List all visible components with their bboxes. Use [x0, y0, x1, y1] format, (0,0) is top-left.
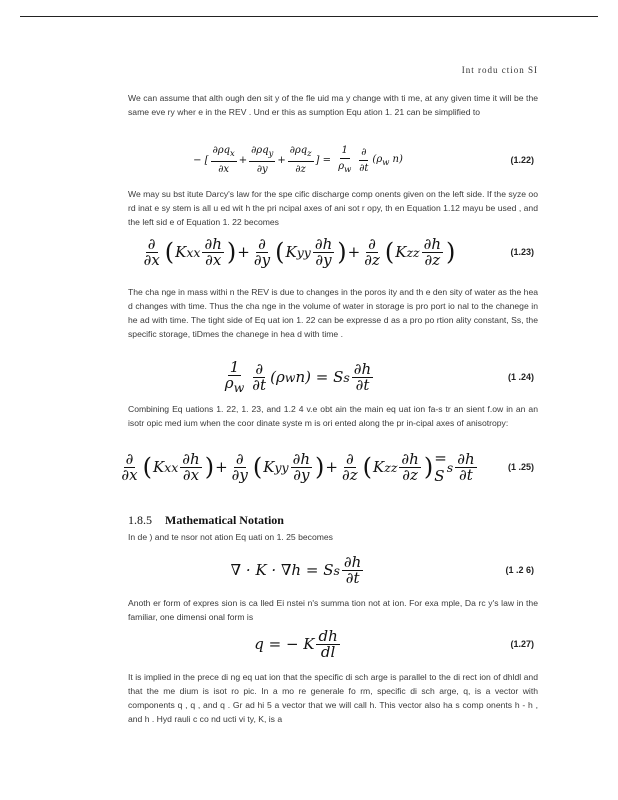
paragraph-2: We may su bst itute Darcy's law for the spe cific discharge comp onents given on the left side. If the syze oo rd inat e sy stem is all u ed wit h the pri ncipal axes of ani sot r opy, th en Equation 1.12 mayu be used , and the left sid e of Equation 1. 22 becomes	[128, 189, 538, 227]
equation-1-25	[121, 447, 538, 487]
running-header: Int rodu ction SI	[461, 65, 538, 75]
top-rule	[20, 16, 598, 17]
paragraph-7: It is implied in the prece di ng eq uat ion that the specific di sch arge is parallel to the di rect ion of dhldl and that the me dium is isot ro pic. In a mo re generale fo rm, specific di sch arge, q, is a vector with components q , q , and q . Gr ad hi 5 a vector that we will call h. This vector also ha s comp onents h - h , and h . Hyd rauli c co nd ucti vi ty, K, is a	[128, 672, 538, 724]
equation-1-26-body: ∇ · K · ∇h = S s $\frac{\partial h}{\partial t}$	[230, 552, 362, 587]
equation-1-24-label: (1 .24)	[507, 372, 534, 382]
paragraph-4: Combining Eq uations 1. 22, 1. 23, and 1.2 4 v.e obt ain the main eq uat ion fa-s tr an sient f.ow in an an isotr opic med ium when the coor dinate syste m is ori ented along the pr in-cipal axes of anisotropy:	[128, 404, 538, 428]
equation-1-26	[128, 550, 538, 590]
section-title: Mathematical Notation	[165, 513, 284, 527]
paragraph-1: We can assume that alth ough den sit y of the fle uid ma y change with ti me, at any given time it will be the same eve ry wher e in the REV . Und er this as sumption Equ ation 1. 21 can be simplified to	[128, 93, 538, 117]
equation-1-27-label: (1.27)	[510, 639, 534, 649]
section-heading	[128, 513, 284, 528]
equation-1-24-body: $\frac{1}{\rho_w}$ $\frac{\partial}{\partial t}$ (ρ w n) = S s $\frac{\partial h}{\partial t}$	[224, 357, 372, 395]
paragraph-5: In de ) and te nsor not ation Eq uati on 1. 25 becomes	[128, 532, 333, 542]
equation-1-27-body: q = − K $\frac{dh}{dl}$	[254, 626, 338, 661]
equation-1-22-body: − [ $\frac{\partial\rho q_x}{\partial x}$ + $\frac{\partial\rho q_y}{\partial y}$ + $\frac{\partial\rho q_z}{\partial z}$ ] = $\frac{1}{\rho_w}$ $\frac{\partial}{\partial t}$ ($\rho_w$ n)	[193, 145, 403, 175]
equation-1-22-label: (1.22)	[510, 155, 534, 165]
equation-1-25-body: $\frac{\partial}{\partial x}$ ( K xx $\frac{\partial h}{\partial x}$ ) + $\frac{\partial}{\partial y}$ ( K yy $\frac{\partial h}{\partial y}$ ) + $\frac{\partial}{\partial z}$ ( K zz $\frac{\partial h}{\partial z}$ ) = S s $\frac{\partial h}{\partial t}$	[121, 449, 475, 485]
equation-1-23	[128, 232, 538, 272]
equation-1-24	[128, 357, 538, 397]
equation-1-27	[128, 624, 538, 664]
equation-1-23-body: $\frac{\partial}{\partial x}$ ( K xx $\frac{\partial h}{\partial x}$ ) + $\frac{\partial}{\partial y}$ ( K yy $\frac{\partial h}{\partial y}$ ) + $\frac{\partial}{\partial z}$ ( K zz $\frac{\partial h}{\partial z}$ )	[143, 234, 456, 269]
paragraph-6: Anoth er form of expres sion is ca lled Ei nstei n's summa tion not at ion. For exa mple, Da rc y's law in the familiar, one dimensi onal form is	[128, 598, 538, 622]
section-number: 1.8.5	[128, 513, 152, 527]
equation-1-23-label: (1.23)	[510, 247, 534, 257]
equation-1-25-label: (1 .25)	[507, 462, 534, 472]
equation-1-26-label: (1 .2 6)	[505, 565, 534, 575]
equation-1-22	[128, 140, 538, 180]
paragraph-3: The cha nge in mass withi n the REV is due to changes in the poros ity and th e den sity of water as the hea d changes with time. Thus the cha nge in the volume of water in storage is pro port io nal to the chanege in he ad with time. The tight side of Eq uat ion 1. 22 can be expresse d as a pro po rtion ality constant, Ss, the specific storage, tiDmes the chanege in hea d with time .	[128, 287, 538, 339]
